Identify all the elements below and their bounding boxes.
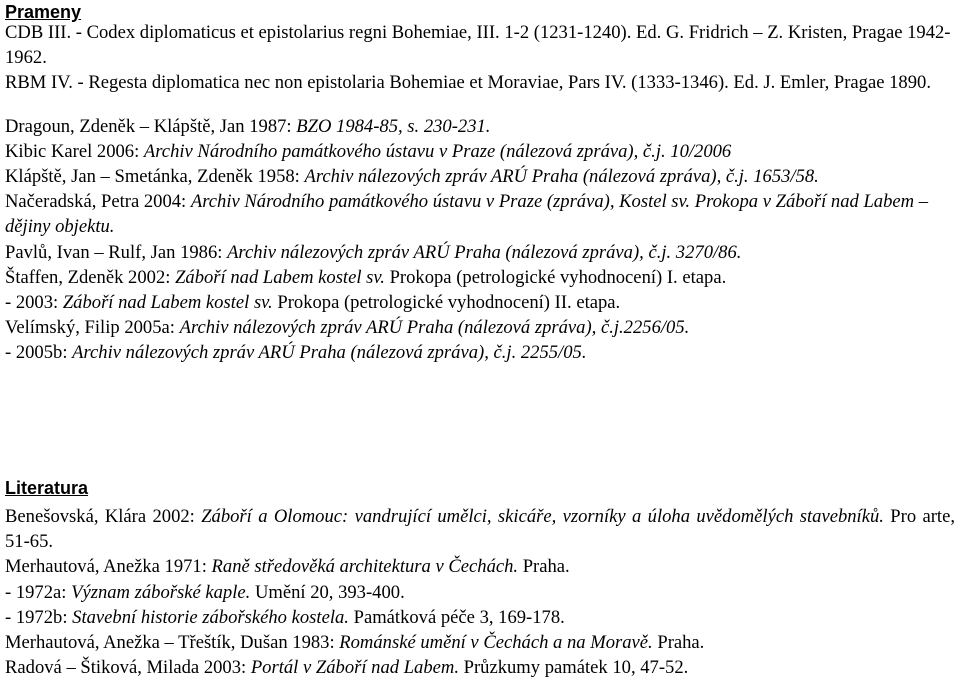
- literature-entry-radova-stikova: Radová – Štiková, Milada 2003: Portál v Záboří nad Labem. Průzkumy památek 10, 47-52.: [5, 657, 689, 679]
- source-entry-kibic: Kibic Karel 2006: Archiv Národního památkového ústavu v Praze (nálezová zpráva), č.j. 10/2006: [5, 140, 732, 162]
- literature-heading: Literatura: [5, 478, 89, 498]
- source-entry-rbm: RBM IV. - Regesta diplomatica nec non epistolaria Bohemiae et Moraviae, Pars IV. (1333-1346). Ed. J. Emler, Pragae 1890.: [5, 72, 931, 94]
- source-entry-pavlu: Pavlů, Ivan – Rulf, Jan 1986: Archiv nálezových zpráv ARÚ Praha (nálezová zpráva), č.j. 3270/86.: [5, 241, 742, 263]
- source-entry-velimsky-2005b: - 2005b: Archiv nálezových zpráv ARÚ Praha (nálezová zpráva), č.j. 2255/05.: [5, 342, 587, 364]
- literature-entry-merhautova-1971: Merhautová, Anežka 1971: Raně středověká architektura v Čechách. Praha.: [5, 556, 570, 578]
- source-entry-staffen-2002: Štaffen, Zdeněk 2002: Záboří nad Labem kostel sv. Prokopa (petrologické vyhodnocení) I. etapa.: [5, 266, 727, 288]
- literature-entry-merhautova-trestik: Merhautová, Anežka – Třeštík, Dušan 1983: Románské umění v Čechách a na Moravě. Praha.: [5, 632, 705, 654]
- source-entry-cdb: CDB III. - Codex diplomaticus et epistolarius regni Bohemiae, III. 1-2 (1231-1240). Ed. G. Fridrich – Z. Kristen, Pragae 1942-1962.: [5, 22, 951, 69]
- source-entry-naceradska: Načeradská, Petra 2004: Archiv Národního památkového ústavu v Praze (zpráva), Kostel sv. Prokopa v Záboří nad Labem – dějiny objektu.: [5, 191, 929, 238]
- literature-entry-merhautova-1972b: - 1972b: Stavební historie zábořského kostela. Památková péče 3, 169-178.: [5, 606, 565, 628]
- literature-entry-merhautova-1972a: - 1972a: Význam zábořské kaple. Umění 20, 393-400.: [5, 581, 405, 603]
- literature-list: [5, 504, 955, 680]
- source-entry-velimsky-2005a: Velímský, Filip 2005a: Archiv nálezových zpráv ARÚ Praha (nálezová zpráva), č.j.2256/05.: [5, 317, 690, 339]
- sources-heading: Prameny: [5, 2, 82, 22]
- sources-list: [5, 20, 955, 366]
- source-entry-klapste: Klápště, Jan – Smetánka, Zdeněk 1958: Archiv nálezových zpráv ARÚ Praha (nálezová zpráva), č.j. 1653/58.: [5, 166, 819, 188]
- literature-entry-benesovska: Benešovská, Klára 2002: Záboří a Olomouc: vandrující umělci, skicáře, vzorníky a úloha uvědomělých stavebníků. Pro arte, 51-65.: [5, 506, 956, 553]
- source-entry-staffen-2003: - 2003: Záboří nad Labem kostel sv. Prokopa (petrologické vyhodnocení) II. etapa.: [5, 292, 621, 314]
- source-entry-dragoun: Dragoun, Zdeněk – Klápště, Jan 1987: BZO 1984-85, s. 230-231.: [5, 115, 491, 137]
